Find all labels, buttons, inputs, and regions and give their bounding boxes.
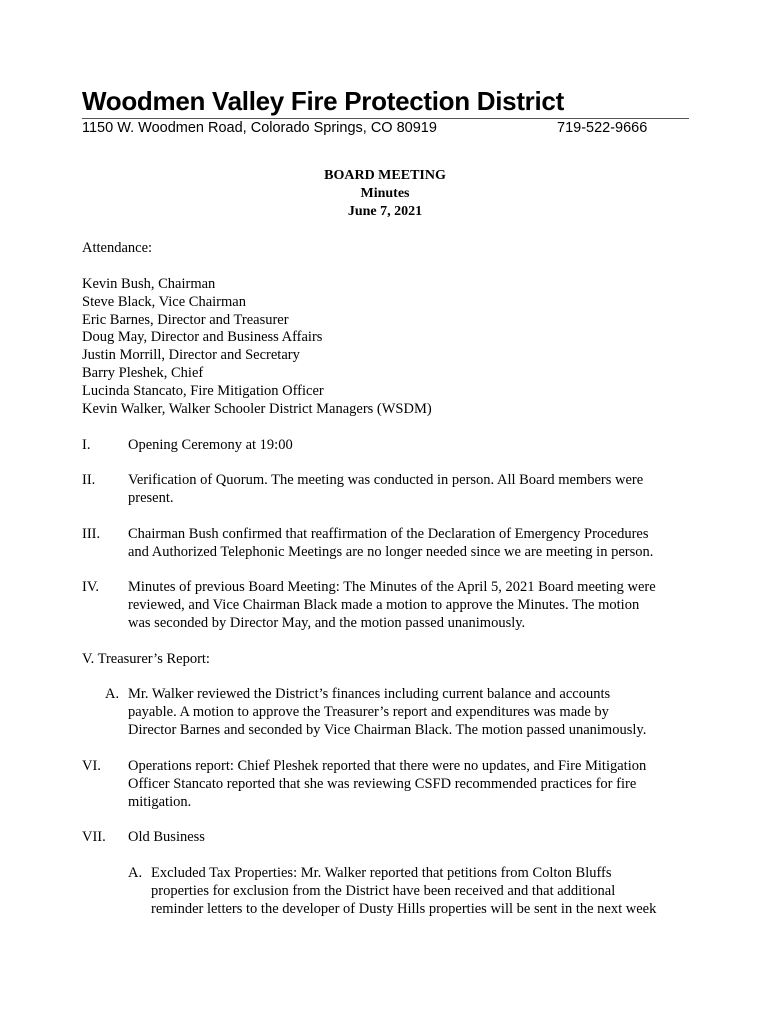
item-text-line: reviewed, and Vice Chairman Black made a motion to approve the Minutes. The motion: [128, 596, 640, 613]
item-text-line: Mr. Walker reviewed the District’s finances including current balance and accounts: [128, 686, 611, 702]
subitem-excluded-tax-properties: [151, 865, 656, 918]
item-text-line: properties for exclusion from the District have been received and that additional: [151, 882, 616, 899]
attendee: Steve Black, Vice Chairman: [82, 293, 246, 310]
item-text-line: Director Barnes and seconded by Vice Chairman Black. The motion passed unanimously.: [128, 721, 647, 738]
item-old-business: Old Business: [128, 829, 205, 845]
item-number: I.: [82, 437, 91, 453]
attendee: Eric Barnes, Director and Treasurer: [82, 311, 289, 328]
subitem-letter: A.: [128, 865, 143, 881]
attendee: Justin Morrill, Director and Secretary: [82, 347, 300, 364]
attendance-label: Attendance:: [82, 240, 153, 256]
item-previous-minutes: [128, 579, 656, 632]
item-text-line: Excluded Tax Properties: Mr. Walker reported that petitions from Colton Bluffs: [151, 865, 612, 881]
subitem-letter: A.: [105, 686, 120, 702]
item-text-line: and Authorized Telephonic Meetings are no longer needed since we are meeting in person.: [128, 543, 654, 560]
item-text-line: present.: [128, 489, 174, 506]
item-number: IV.: [82, 579, 100, 595]
item-text-line: payable. A motion to approve the Treasurer’s report and expenditures was made by: [128, 703, 609, 720]
item-text-line: reminder letters to the developer of Dusty Hills properties will be sent in the next week: [151, 900, 657, 917]
item-number: II.: [82, 472, 96, 488]
attendee: Kevin Bush, Chairman: [82, 276, 216, 292]
item-opening-ceremony: [128, 437, 293, 455]
item-text-line: Operations report: Chief Pleshek reported that there were no updates, and Fire Mitigation: [128, 758, 647, 774]
district-title: Woodmen Valley Fire Protection District: [82, 86, 564, 116]
item-number: VII.: [82, 829, 106, 845]
item-treasurers-report: V. Treasurer’s Report:: [82, 651, 210, 667]
attendance-list: [82, 276, 432, 418]
item-operations-report: [128, 758, 646, 811]
item-quorum: [128, 472, 643, 508]
attendee: Barry Pleshek, Chief: [82, 364, 204, 381]
item-text-line: Officer Stancato reported that she was reviewing CSFD recommended practices for fire: [128, 775, 637, 792]
district-phone: 719-522-9666: [557, 120, 648, 136]
district-address: 1150 W. Woodmen Road, Colorado Springs, CO 80919: [82, 120, 437, 136]
item-text-line: Opening Ceremony at 19:00: [128, 437, 293, 453]
meeting-date: June 7, 2021: [347, 204, 423, 219]
header-rule: [82, 118, 689, 119]
item-number: III.: [82, 526, 101, 542]
item-text-line: was seconded by Director May, and the motion passed unanimously.: [128, 614, 526, 631]
document-type: Minutes: [360, 186, 410, 201]
item-number: VI.: [82, 758, 101, 774]
attendee: Lucinda Stancato, Fire Mitigation Officer: [82, 382, 324, 399]
subitem-finances: [128, 686, 646, 739]
attendee: Kevin Walker, Walker Schooler District Managers (WSDM): [82, 400, 432, 417]
item-text-line: mitigation.: [128, 793, 192, 810]
item-text-line: Verification of Quorum. The meeting was conducted in person. All Board members were: [128, 472, 644, 488]
item-emergency-procedures: [128, 526, 653, 562]
item-text-line: Minutes of previous Board Meeting: The Minutes of the April 5, 2021 Board meeting were: [128, 579, 656, 595]
item-text-line: Chairman Bush confirmed that reaffirmation of the Declaration of Emergency Procedures: [128, 526, 649, 542]
meeting-type: BOARD MEETING: [324, 168, 446, 183]
attendee: Doug May, Director and Business Affairs: [82, 329, 323, 346]
